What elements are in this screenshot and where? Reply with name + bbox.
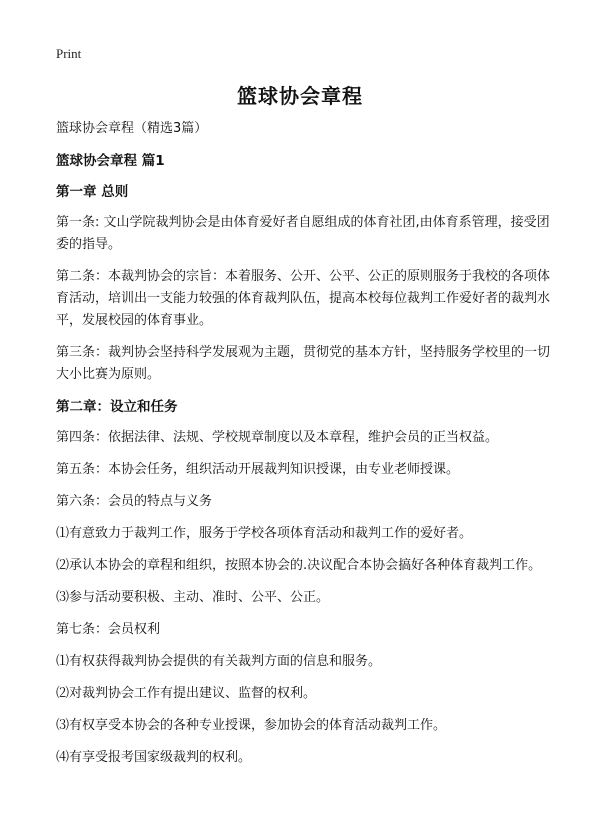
- article-4: 第四条：依据法律、法规、学校规章制度以及本章程，维护会员的正当权益。: [56, 430, 499, 445]
- right-item-4: ⑷有享受报考国家级裁判的权利。: [56, 750, 252, 765]
- duty-item-2: ⑵承认本协会的章程和组织，按照本协会的.决议配合本协会搞好各种体育裁判工作。: [56, 558, 542, 573]
- chapter-heading-2: 第二章：设立和任务: [56, 399, 178, 415]
- right-item-3: ⑶有权享受本协会的各种专业授课，参加协会的体育活动裁判工作。: [56, 718, 447, 733]
- article-6: 第六条：会员的特点与义务: [56, 494, 213, 509]
- section-heading: 篮球协会章程 篇1: [56, 153, 165, 169]
- right-item-2: ⑵对裁判协会工作有提出建议、监督的权利。: [56, 686, 317, 701]
- article-1: 第一条: 文山学院裁判协会是由体育爱好者自愿组成的体育社团,由体育系管理，接受团 委的指导。: [56, 215, 550, 252]
- document-body: [56, 118, 550, 779]
- duty-item-1: ⑴有意致力于裁判工作，服务于学校各项体育活动和裁判工作的爱好者。: [56, 526, 473, 541]
- document-subtitle: 篮球协会章程（精选3篇）: [56, 121, 208, 136]
- article-3: 第三条：裁判协会坚持科学发展观为主题，贯彻党的基本方针，坚持服务学校里的一切大小比赛为原则。: [56, 345, 551, 382]
- article-5: 第五条：本协会任务，组织活动开展裁判知识授课，由专业老师授课。: [56, 462, 460, 477]
- right-item-1: ⑴有权获得裁判协会提供的有关裁判方面的信息和服务。: [56, 654, 382, 669]
- article-2: 第二条：本裁判协会的宗旨：本着服务、公开、公平、公正的原则服务于我校的各项体育活动，培训出一支能力较强的体育裁判队伍，提高本校每位裁判工作爱好者的裁判水平，发展校园的体育事业。: [56, 269, 551, 328]
- duty-item-3: ⑶参与活动要积极、主动、准时、公平、公正。: [56, 590, 330, 605]
- print-link[interactable]: Print: [56, 46, 82, 61]
- article-7: 第七条：会员权利: [56, 622, 161, 637]
- page-title: 篮球协会章程: [237, 84, 363, 108]
- chapter-heading-1: 第一章 总则: [56, 184, 129, 200]
